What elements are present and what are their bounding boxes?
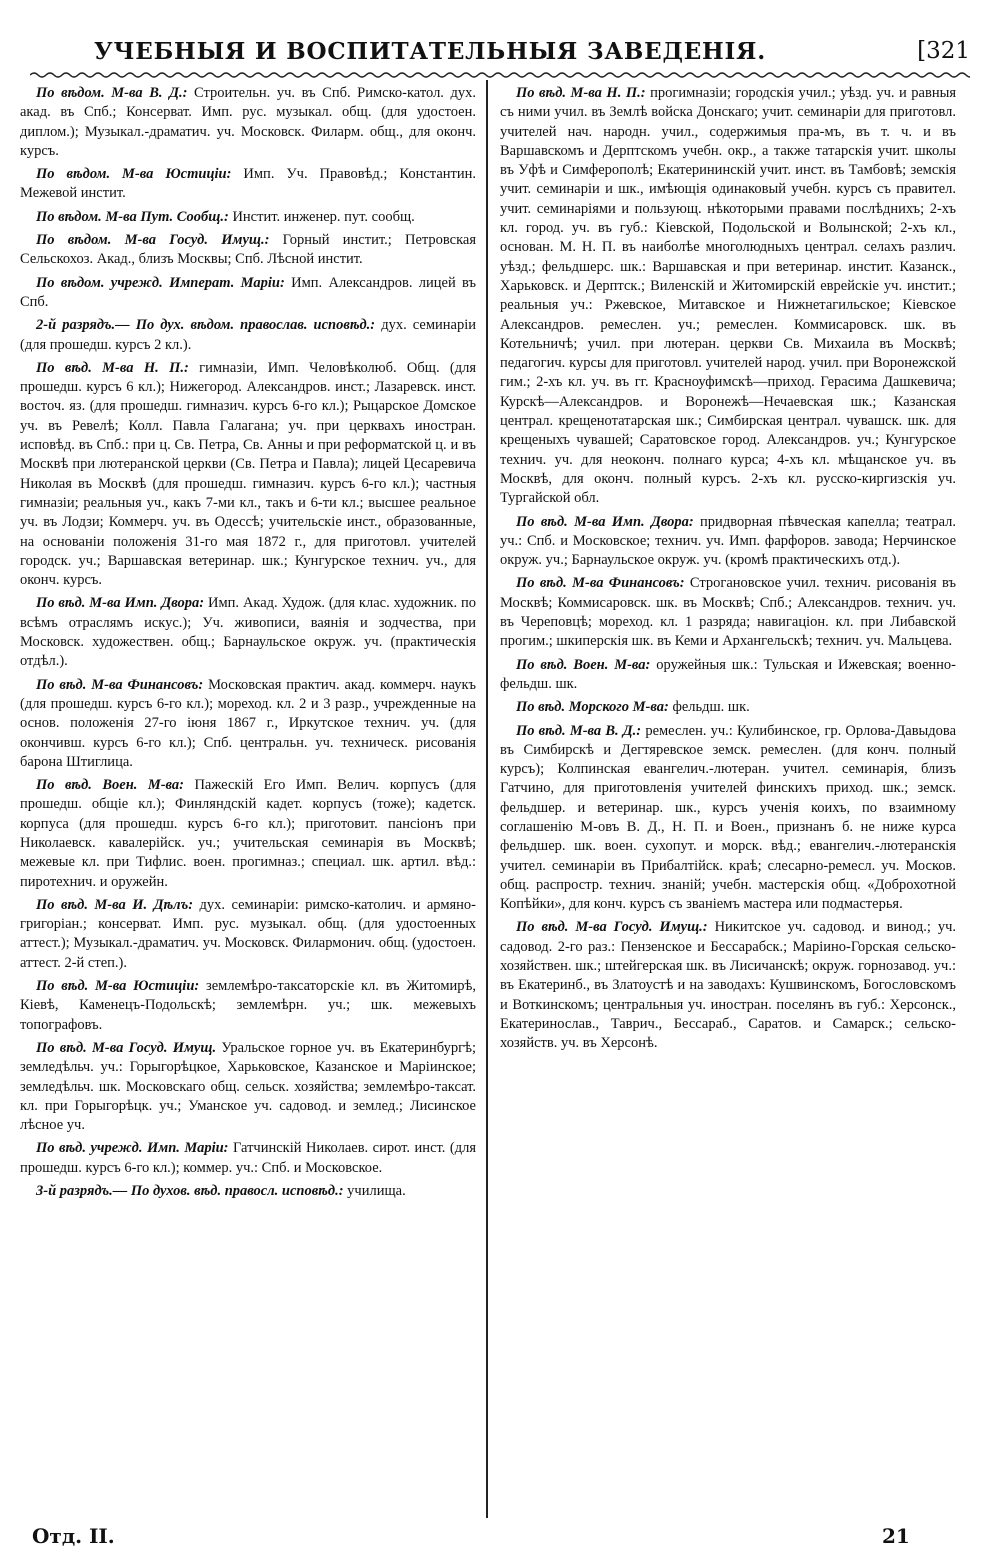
paragraph-text: Имп. Уч. Правовѣд.; Константин. Межевой инстит. [20, 166, 476, 202]
paragraph-text: училища. [347, 1183, 406, 1200]
page-number: 21 [882, 1524, 910, 1548]
paragraph-text: Уральское горное уч. въ Екатеринбургѣ; земледѣльч. уч.: Горыгорѣцкое, Харьковское, Казанское и Маріинское; земледѣльч. шк. Московскаго общ. сельск. хозяйства; землемѣро-таксат. кл. при Горыгорѣцк. уч.; Уманское уч. садовод. и землед.; Лисинское лѣсное уч. [20, 1039, 476, 1134]
paragraph-text: Имп. Акад. Худож. (для клас. художник. по всѣмъ отраслямъ искус.); Уч. живописи, ваянія и зодчества, при Московск. художествен. общ.; Барнаульское окруж. уч. (практическія отдѣл.). [20, 595, 476, 670]
paragraph-text: дух. семинаріи (для прошедш. курсъ 2 кл.). [20, 317, 476, 353]
paragraph-heading: По вѣд. М-ва Имп. Двора: [516, 513, 694, 530]
paragraph [20, 594, 476, 671]
paragraph-heading: По вѣд. Воен. М-ва: [36, 777, 184, 794]
paragraph-heading: По вѣд. М-ва Н. П.: [516, 85, 646, 101]
paragraph-text: Инстит. инженер. пут. сообщ. [232, 208, 415, 225]
paragraph-heading: По вѣд. Воен. М-ва: [516, 656, 651, 673]
paragraph-text: Московская практич. акад. коммерч. наукъ (для прошедш. курсъ 6-го кл.); мореход. кл. 2 и 3 разр., учрежденные на основ. положенія 27-го іюня 1867 г., Иркутское технич. уч. (для окончивш. курсъ 6-го кл.); Спб. центральн. уч. техническ. рисованія барона Штиглица. [20, 676, 476, 770]
paragraph-text: гимназіи, Имп. Человѣколюб. Общ. (для прошедш. курсъ 6 кл.); Нижегород. Александров. инст.; Лазаревск. инст. восточ. яз. (для прошедш. гимназич. курсъ 6-го кл.); Рыцарское Домское уч. въ Ревелѣ; Колл. Павла Галагана; уч. при церквахъ иностран. исповѣд. въ Спб.: при ц. Св. Петра, Св. Анны и при реформатской ц. и въ Москвѣ при лютеранской церкви (Св. Петра и Павла); лицей Цесаревича Николая въ Москвѣ (для прошедш. гимназич. курсъ 6-го кл.); частныя гимназіи; реальныя уч., какъ 7-ми кл., такъ и 6-ти кл.; высшее реальное уч. въ Лодзи; Коммерч. уч. въ Одессѣ; учительскіе инст., образованные, на основаніи положенія 31-го мая 1872 г., для приготовл. учителей городск. уч.; Варшавская ветеринар. шк.; Кунгурское технич. уч., для оконч. курсъ. [20, 359, 476, 589]
paragraph-text: Гатчинскій Николаев. сирот. инст. (для прошедш. курсъ 6-го кл.); коммер. уч.: Спб. и Московское. [20, 1140, 476, 1176]
paragraph-heading: По вѣд. М-ва Госуд. Имущ.: [516, 919, 708, 936]
paragraph [500, 513, 956, 571]
page-title: УЧЕБНЫЯ И ВОСПИТАТЕЛЬНЫЯ ЗАВЕДЕНІЯ. [94, 38, 766, 65]
paragraph-heading: По вѣд. учрежд. Имп. Маріи: [36, 1140, 229, 1157]
paragraph [20, 676, 476, 772]
paragraph-text: ремеслен. уч.: Кулибинское, гр. Орлова-Давыдова въ Симбирскѣ и Дегтяревское земск. ремеслен. (для конч. полный курсъ); Колпинская евангелич.-лютеран. учител. семинарія, близъ Гатчино, для приготовленія учителей финскихъ приход. шк.; земск. фельдшер. и ветеринар. шк., курсъ ученія коихъ, по взаимному соглашенію М-овъ В. Д., Н. П. и Воен., признанъ б. не ниже курса фельдшер. шк. воен. сухопут. и морск. вѣд.; евангелич.-лютеранскія учител. семинаріи въ Прибалтійск. краѣ; слесарно-ремесл. уч. Москов. общ. распростр. технич. знаній; учебн. мастерскія общ. «Доброхотной Копѣйки», для конч. курсъ съ званіемъ мастера или подмастерья. [500, 722, 956, 913]
paragraph-text: землемѣро-таксаторскіе кл. въ Житомирѣ, Кіевѣ, Каменецъ-Подольскѣ; землемѣрн. уч.; шк. межевыхъ топографовъ. [20, 978, 476, 1033]
paragraph-heading: По вѣд. М-ва Юстиціи: [36, 978, 200, 995]
paragraph-heading: По вѣд. М-ва И. Дѣлъ: [36, 896, 194, 913]
paragraph-heading: 3-й разрядъ.— По духов. вѣд. правосл. исповѣд.: [36, 1183, 344, 1200]
paragraph-heading: 2-й разрядъ.— По дух. вѣдом. православ. исповѣд.: [36, 317, 376, 334]
paragraph [500, 698, 956, 717]
paragraph-text: Имп. Александров. лицей въ Спб. [20, 274, 476, 310]
paragraph [20, 977, 476, 1035]
paragraph [20, 896, 476, 973]
paragraph-text: оружейныя шк.: Тульская и Ижевская; военно-фельдш. шк. [500, 656, 956, 692]
paragraph-heading: По вѣдом. учрежд. Императ. Маріи: [36, 274, 285, 291]
column-divider [486, 80, 488, 1518]
paragraph [20, 359, 476, 591]
paragraph [500, 656, 956, 695]
paragraph-text: придворная пѣвческая капелла; театрал. уч.: Спб. и Московское; технич. уч. Имп. фарфоров. завода; Нерчинское окруж. уч.; Барнаульское окруж. уч. (кромѣ практическихъ отд.). [500, 513, 956, 569]
paragraph-text: фельдш. шк. [672, 699, 750, 716]
paragraph-heading: По вѣд. М-ва Имп. Двора: [36, 595, 205, 612]
paragraph-text: Строительн. уч. въ Спб. Римско-катол. дух. акад. въ Спб.; Консерват. Имп. рус. музыкал. общ. (для удостоен. диплом.); Музыкал.-драматич. уч. Московск. Филарм. общ., для оконч. курсъ. [20, 85, 476, 159]
paragraph-text: дух. семинаріи: римско-католич. и армяно-григоріан.; консерват. Имп. рус. музыкал. общ. (для удостоенных аттест.); Музыкал.-драматич. уч. Московск. Филармонич. общ. (удостоен. аттест. 2-й степ.). [20, 896, 476, 971]
page-header [30, 34, 970, 74]
paragraph-heading: По вѣдом. М-ва Госуд. Имущ.: [36, 232, 270, 249]
paragraph-text: прогимназіи; городскія учил.; уѣзд. уч. и равныя съ ними учил. въ Землѣ войска Донскаго; учит. семинаріи для приготовл. учителей нач. народн. учил., содержимыя пра-мъ, въ т. ч. и въ Варшавскомъ и Дерптскомъ учебн. окр., а также татарскія учит. школы въ Уфѣ и Симферополѣ; Екатерининскій учит. инст. въ Тамбовѣ; земскія учит. семинаріи и шк., имѣющія одинаковый учебн. курсъ съ правител. учит. семинаріями и пользующ. нѣкоторыми правами послѣднихъ; 2-хъ кл. город. уч. въ губ.: Кіевской, Подольской и Волынской; 2-хъ кл., основан. М. Н. П. въ наиболѣе многолюдныхъ централ. селахъ различ. уѣзд.; фельдшерс. шк.: Варшавская и при ветеринар. инстит. Казанск., Харьковск. и Дерптск.; Виленскій и Житомирскій еврейскіе уч. инстит.; реальныя уч.: Ржевское, Митавское и Нижнетагильское; Кіевское Александров. ремеслен. уч.; ремеслен. Коммисаровск. шк. въ Котельничѣ; учил. при лютеран. церкви Св. Михаила въ Москвѣ; педагогич. курсы для приготовл. учителей народ. учил. при Воронежской гим.; 2-хъ кл. уч. въ гг. Красноуфимскѣ—приход. Герасима Дашкевича; Курскѣ—Александров. и Воронежѣ—Нечаевская шк.; Казанская централ. крещенотатарская шк.; Симбирская централ. чувашск. шк. для крещеныхъ чувашей; Саратовское город. Александров. уч.; Кунгурское технич. уч. для неоконч. полнаго курса; 4-хъ кл. мѣщанское уч. въ Москвѣ, для оконч. полный курсъ. 2-хъ кл. русско-киргизскія уч. Тургайской обл. [500, 85, 956, 507]
paragraph [20, 208, 476, 227]
paragraph [500, 574, 956, 651]
right-column [500, 84, 956, 1516]
paragraph-heading: По вѣд. М-ва В. Д.: [516, 722, 642, 739]
paragraph-heading: По вѣдом. М-ва В. Д.: [36, 85, 188, 101]
paragraph [20, 231, 476, 270]
paragraph [20, 1039, 476, 1135]
paragraph-heading: По вѣд. М-ва Н. П.: [36, 359, 189, 376]
paragraph-heading: По вѣд. Морского М-ва: [516, 699, 669, 716]
paragraph-heading: По вѣд. М-ва Госуд. Имущ. [36, 1039, 217, 1056]
paragraph-heading: По вѣдом. М-ва Юстиціи: [36, 166, 232, 183]
paragraph-heading: По вѣдом. М-ва Пут. Сообщ.: [36, 208, 229, 225]
section-label: Отд. II. [32, 1524, 115, 1548]
paragraph-heading: По вѣд. М-ва Финансовъ: [516, 575, 685, 592]
paragraph [500, 84, 956, 509]
paragraph-text: Пажескій Его Имп. Велич. корпусъ (для прошедш. общіе кл.); Финляндскій кадет. корпусъ (тоже); кадетск. корпуса (для прошедш. курсъ 6-го кл.); приготовит. пансіонъ при Николаевск. кавалерійск. уч.; учительская семинарія въ Москвѣ; межевые кл. при Тифлис. воен. прогимназ.; специал. шк. артил. вѣд.: пиротехнич. и оружейн. [20, 777, 476, 890]
paragraph [20, 316, 476, 355]
paragraph-text: Никитское уч. садовод. и винод.; уч. садовод. 2-го раз.: Пензенское и Бессарабск.; Маріино-Горская сельско-хозяйствен. шк.; штейгерская шк. въ Лисичанскѣ; окруж. горнозавод. уч.: въ Екатеринб., въ Златоустѣ и на заводахъ: Кушвинскомъ, Богословскомъ и Воткинскомъ; центральныя уч. иностран. поселянъ въ губ.: Херсонск., Екатеринослав., Таврич., Бессараб., Саратов. и Самарск.; сельско-хозяйств. уч. въ Херсонѣ. [500, 919, 956, 1052]
paragraph-text: Горный инстит.; Петровская Сельскохоз. Акад., близъ Москвы; Спб. Лѣсной инстит. [20, 232, 476, 268]
paragraph [20, 165, 476, 204]
paragraph [500, 918, 956, 1053]
left-column [20, 84, 476, 1516]
paragraph [500, 722, 956, 915]
paragraph [20, 776, 476, 892]
wavy-rule [30, 70, 970, 80]
page-reference: [321 [917, 38, 970, 64]
paragraph [20, 274, 476, 313]
paragraph [20, 1139, 476, 1178]
paragraph [20, 1182, 476, 1201]
paragraph-text: Строгановское учил. технич. рисованія въ Москвѣ; Коммисаровск. шк. въ Москвѣ; Спб.; Александров. технич. уч. въ Череповцѣ; мореход. кл. 1 разряда; навигаціон. кл. при Либавской прогим.; шкиперскія шк. въ Кеми и Архангельскѣ; технич. уч. Мальцева. [500, 575, 956, 650]
paragraph-heading: По вѣд. М-ва Финансовъ: [36, 676, 204, 693]
paragraph [20, 84, 476, 161]
